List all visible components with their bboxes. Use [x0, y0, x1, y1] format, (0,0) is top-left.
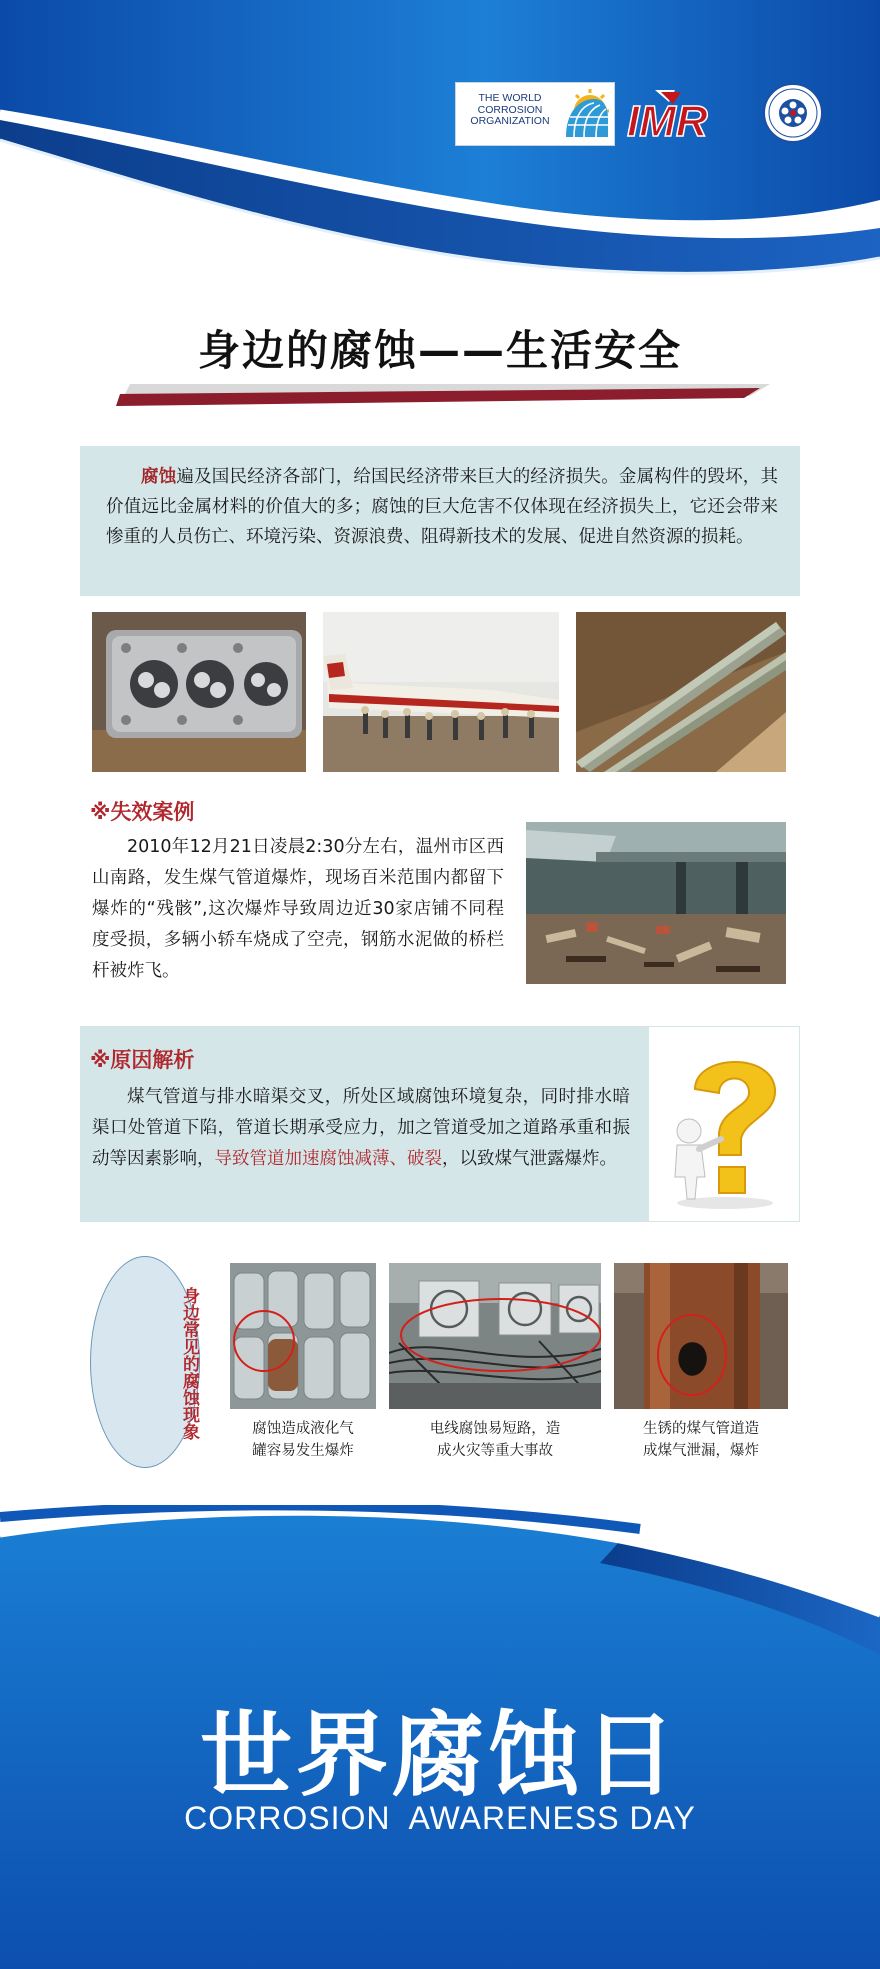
question-mark-figure-image [648, 1026, 800, 1222]
logo-line: ORGANIZATION [470, 115, 550, 127]
logo-line: THE WORLD [478, 92, 542, 104]
explosion-damage-street-photo [526, 822, 786, 984]
corrosion-awareness-day-subtitle: CORROSION AWARENESS DAY [184, 1800, 696, 1836]
caption-line: 成煤气泄漏，爆炸 [643, 1443, 759, 1459]
aircraft-accident-photo [323, 612, 559, 772]
gas-pipe-leak-caption [626, 1418, 776, 1462]
cause-text-end: ，以致煤气泄露爆炸。 [442, 1149, 617, 1169]
imr-logo [625, 82, 753, 144]
world-corrosion-day-title: 世界腐蚀日 [199, 1702, 680, 1809]
caption-line: 成火灾等重大事故 [437, 1443, 553, 1459]
wire-short-circuit-caption [400, 1418, 590, 1462]
lpg-cylinder-caption [220, 1418, 386, 1462]
cause-analysis-paragraph [92, 1082, 630, 1175]
engine-cylinder-head-photo [92, 612, 306, 772]
cas-emblem-logo [762, 82, 824, 144]
logo-line: CORROSION [477, 103, 543, 116]
intro-highlight: 腐蚀 [141, 467, 177, 487]
caption-line: 生锈的煤气管道造 [643, 1421, 759, 1437]
intro-panel [80, 446, 800, 596]
common-phenomena-oval-label [90, 1256, 200, 1468]
intro-body: 遍及国民经济各部门，给国民经济带来巨大的经济损失。金属构件的毁坏，其价值远比金属材料的价值大的多；腐蚀的巨大危害不仅体现在经济损失上，它还会带来惨重的人员伤亡、环境污染、资源浪费、阻碍新技术的发展、促进自然资源的损耗。 [106, 467, 779, 547]
cause-text-start: 煤气管道与排水暗渠交叉，所处区域腐蚀环境复杂，同时排水暗渠口处管道下陷，管道长期承受应力，加之管道受加之道路承重和振动等因素影响， [92, 1087, 630, 1169]
failure-case-paragraph: 2010年12月21日凌晨2:30分左右，温州市区西山南路，发生煤气管道爆炸，现场百米范围内都留下爆炸的“残骸”,这次爆炸导致周边近30家店铺不同程度受损，多辆小轿车烧成了空壳，钢筋水泥做的桥栏杆被炸飞。 [92, 837, 504, 981]
caption-line: 电线腐蚀易短路，造 [429, 1421, 561, 1437]
caption-line: 罐容易发生爆炸 [252, 1443, 354, 1459]
cause-analysis-heading: ※原因解析 [90, 1048, 195, 1072]
rusted-gas-pipe-photo [614, 1263, 788, 1409]
cause-analysis-panel [80, 1026, 800, 1222]
intro-paragraph [106, 462, 778, 552]
header-swoosh-band [0, 0, 880, 300]
globe-sun-icon [560, 89, 610, 139]
failure-case-heading: ※失效案例 [90, 800, 195, 824]
corroded-pipeline-trench-photo [576, 612, 786, 772]
page-title: 身边的腐蚀——生活安全 [197, 326, 682, 375]
question-mark-icon [649, 1027, 799, 1221]
lpg-cylinders-photo [230, 1263, 376, 1409]
oval-label-text: 身边常见的腐蚀现象 [179, 1286, 199, 1440]
cause-text-highlight: 导致管道加速腐蚀减薄、破裂 [214, 1149, 442, 1169]
tangled-wires-ac-units-photo [389, 1263, 601, 1409]
world-corrosion-organization-logo [455, 82, 615, 146]
imr-logo-text: IMR [627, 97, 708, 144]
caption-line: 腐蚀造成液化气 [252, 1421, 354, 1437]
title-underline-bar [110, 380, 770, 410]
